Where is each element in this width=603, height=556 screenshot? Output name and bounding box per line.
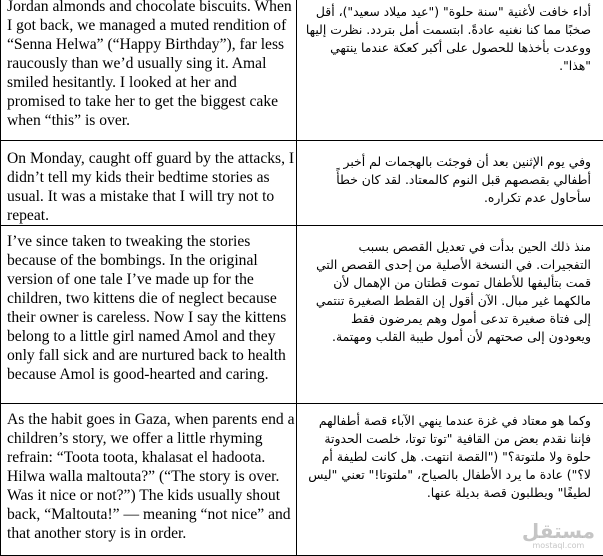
english-text: Jordan almonds and chocolate biscuits. When I got back, we managed a muted rendition of “Senna Helwa” (“Happy Birthday”), far less raucously than we’d usually sing it. Amal smiled hesitantly. I looked at her and promised to take her to get the biggest cake when “this” is over. <box>7 0 296 130</box>
english-cell <box>1 404 297 556</box>
arabic-text: وكما هو معتاد في غزة عندما ينهي الآباء قصة أطفالهم فإننا نقدم بعض من القافية "توتا توتا، خلصت الحدوتة حلوة ولا ملتوتة؟" ("القصة انتهت. هل كانت لطيفة أم لا؟") عادة ما يرد الأطفال بالصياح، "ملتوتا!" تعني "ليس لطيفًا" ويطلبون قصة بديلة عنها. <box>305 404 591 502</box>
arabic-text: وفي يوم الإثنين بعد أن فوجئت بالهجمات لم أخبر أطفالي بقصصهم قبل النوم كالمعتاد. لقد كان خطأً سأحاول عدم تكراره. <box>305 141 591 207</box>
table-row <box>1 226 603 404</box>
arabic-text: أداء خافت لأغنية "سنة حلوة" ("عيد ميلاد سعيد")، أقل صخبًا مما كنا نغنيه عادةً. ابتسمت أمل بتردد. نظرت إليها ووعدت بأخذها للحصول على أكبر كعكة عندما ينتهي "هذا". <box>305 0 591 75</box>
watermark-url: mostaql.com <box>522 542 595 550</box>
english-cell <box>1 0 297 141</box>
arabic-cell <box>297 226 603 404</box>
table-row <box>1 0 603 141</box>
table-row <box>1 404 603 556</box>
english-cell <box>1 141 297 226</box>
english-text: I’ve since taken to tweaking the stories because of the bombings. In the original version of one tale I’ve made up for the children, two kittens die of neglect because their owner is careless. Now I say the kittens belong to a little girl named Amol and they only fall sick and are nurtured back to health because Amol is good-hearted and caring. <box>7 226 296 384</box>
arabic-text: منذ ذلك الحين بدأت في تعديل القصص بسبب التفجيرات. في النسخة الأصلية من إحدى القصص التي قمت بتأليفها للأطفال تموت قطتان من الإهمال لأن مالكهما غير مبال. الآن أقول إن القطط الصغيرة تنتمي إلى فتاة صغيرة تدعى أمول وهم يمرضون فقط ويعودون إلى صحتهم لأن أمول طيبة القلب ومهتمة. <box>305 226 591 346</box>
watermark <box>522 521 595 550</box>
english-text: On Monday, caught off guard by the attacks, I didn’t tell my kids their bedtime stories as usual. It was a mistake that I will try not to repeat. <box>7 141 296 225</box>
table-row <box>1 141 603 226</box>
english-cell <box>1 226 297 404</box>
arabic-cell <box>297 0 603 141</box>
watermark-logo: مستقل <box>522 521 595 541</box>
arabic-cell <box>297 141 603 226</box>
english-text: As the habit goes in Gaza, when parents end a children’s story, we offer a little rhyming refrain: “Toota toota, khalasat el hadoota. Hilwa walla maltouta?” (“The story is over. Was it nice or not?”) The kids usually shout back, “Maltouta!” — meaning “not nice” and that another story is in order. <box>7 404 296 543</box>
